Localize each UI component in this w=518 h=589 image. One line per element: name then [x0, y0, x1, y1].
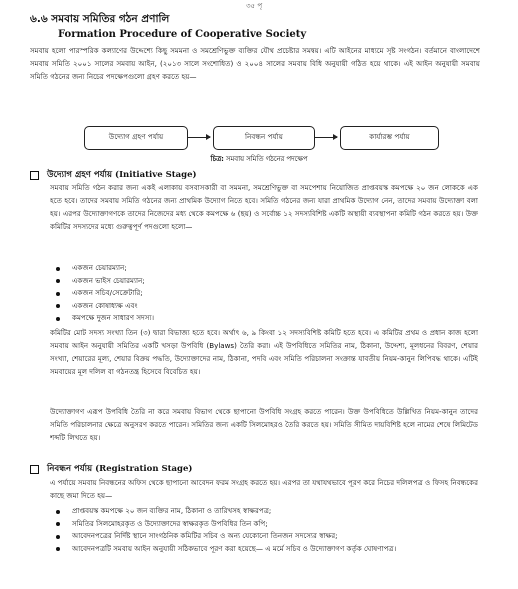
section-title: ৬.৬ সমবায় সমিতির গঠন প্রণালি	[30, 13, 170, 25]
registration-paragraph: এ পর্যায়ে সমবায় নিবন্ধনের অফিস থেকে ছাপানো আবেদন ফরম সংগ্রহ করতে হয়। এরপর তা যথাযথভাবে পূরণ করে নিচের দলিলপত্র ও ফিসহ নিবন্ধকের কাছে জমা দিতে হয়—	[50, 478, 478, 500]
list-item: কমপক্ষে দুজন সাধারণ সদস্য।	[52, 312, 154, 325]
list-item: একজন সচিব/সেক্রেটারি;	[52, 287, 154, 300]
list-item: আবেদনপত্রের নির্দিষ্ট স্থানে সাংগঠনিক কমিটির সচিব ও অন্য যেকোনো তিনজন সদস্যের স্বাক্ষর;	[52, 530, 484, 543]
initiative-heading	[30, 168, 197, 182]
initiative-heading-bn: উদ্যোগ গ্রহণ পর্যায়	[47, 170, 113, 180]
square-bullet-icon	[30, 465, 39, 474]
committee-posts-list	[52, 262, 154, 325]
flow-step-commencement: কার্যারম্ভ পর্যায়	[340, 126, 439, 150]
flow-arrow-2	[315, 137, 337, 138]
list-item: একজন চেয়ারম্যান;	[52, 262, 154, 275]
flow-diagram	[84, 126, 439, 152]
initiative-paragraph-1: সমবায় সমিতি গঠন করার জন্য একই এলাকায় বসবাসকারী বা সমমনা, সমশ্রেণিভুক্ত বা সমপেশায় নিয়োজিত প্রাপ্তবয়স্ক কমপক্ষে ২০ জন লোককে এক হতে হবে। তাদের সমবায় সমিতি গঠনের জন্য প্রাথমিক উদ্যোগ নিতে হবে। সমিতি গঠনের জন্য যারা প্রাথমিক উদ্যোগ নেন, তাদের সমবায় উদ্যোক্তা বলা হয়। এরপর উদ্যোক্তাগণকে তাদের নিজেদের মধ্য থেকে কমপক্ষে ৬ (ছয়) ও সর্বোচ্চ ১২ সদস্যবিশিষ্ট একটি অস্থায়ী ব্যবস্থাপনা কমিটি গঠন করতে হয়। উক্ত কমিটির সদস্যদের মধ্যে গুরুত্বপূর্ণ পদগুলো হলো—	[50, 183, 478, 231]
list-item: একজন কোষাধ্যক্ষ এবং	[52, 300, 154, 313]
flow-step-registration: নিবন্ধন পর্যায়	[213, 126, 315, 150]
list-item: একজন ভাইস চেয়ারম্যান;	[52, 275, 154, 288]
caption-text: সমবায় সমিতি গঠনের পদক্ষেপ	[223, 155, 308, 163]
initiative-paragraph-2: কমিটির মোট সদস্য সংখ্যা তিন (৩) দ্বারা বিভাজ্য হতে হবে। অর্থাৎ ৬, ৯ কিংবা ১২ সদস্যবিশিষ্ট কমিটি হতে হবে। এ কমিটির প্রথম ও প্রধান কাজ হলো সমবায় আইন অনুযায়ী সমিতির একটি খসড়া উপবিধি (Bylaws) তৈরি করা। এই উপবিধিতে সমিতির নাম, ঠিকানা, উদ্দেশ্য, মূলধনের বিবরণ, শেয়ার সংখ্যা, শেয়ারের মূল্য, শেয়ার বিক্রয় পদ্ধতি, উদ্যোক্তাদের নাম, ঠিকানা, পদবি এবং সমিতি পরিচালনা সংক্রান্ত যাবতীয় নিয়ম-কানুন লিপিবদ্ধ থাকে। এটিই সমবায়ের মূল দলিল বা গঠনতন্ত্র হিসেবে বিবেচিত হয়।	[50, 328, 478, 376]
caption-prefix: চিত্র:	[210, 155, 224, 163]
section-subtitle: Formation Procedure of Cooperative Society	[58, 29, 307, 40]
registration-heading-bn: নিবন্ধন পর্যায়	[47, 464, 93, 474]
initiative-heading-en: (Initiative Stage)	[115, 170, 197, 180]
list-item: সমিতির সিলমোহরকৃত ও উদ্যোক্তাদের স্বাক্ষরকৃত উপবিধির তিন কপি;	[52, 518, 484, 531]
initiative-paragraph-3: উদ্যোক্তাগণ এরূপ উপবিধি তৈরি না করে সমবায় বিভাগ থেকে ছাপানো উপবিধি সংগ্রহ করতে পারেন। উক্ত উপবিধিতে উল্লিখিত নিয়ম-কানুন তাদের সমিতি পরিচালনার ক্ষেত্রে অনুসরণ করতে পারেন। সমিতির জন্য একটি সিলমোহরও তৈরি করতে হয়। সমিতি সীমিত দায়বিশিষ্ট হলে নামের শেষে লিমিটেড শব্দটি লিখতে হয়।	[50, 407, 478, 442]
flow-step-initiative: উদ্যোগ গ্রহণ পর্যায়	[84, 126, 188, 150]
list-item: আবেদনপত্রটি সমবায় আইন অনুযায়ী সঠিকভাবে পূরণ করা হয়েছে— এ মর্মে সচিব ও উদ্যোক্তাগণ কর্তৃক ঘোষণাপত্র।	[52, 543, 484, 556]
list-item: প্রাপ্তবয়স্ক কমপক্ষে ২০ জন ব্যক্তির নাম, ঠিকানা ও তারিখসহ স্বাক্ষরপত্র;	[52, 505, 484, 518]
flow-arrow-1	[188, 137, 210, 138]
figure-caption	[0, 153, 518, 165]
registration-documents-list	[52, 505, 484, 555]
registration-heading-en: (Registration Stage)	[95, 464, 193, 474]
intro-paragraph: সমবায় হলো পারস্পরিক কল্যাণের উদ্দেশ্যে কিছু সমমনা ও সমশ্রেণিভুক্ত ব্যক্তির যৌথ প্রচেষ্টার সমন্বয়। এটি আইনের মাধ্যমে সৃষ্ট সংগঠন। বর্তমানে বাংলাদেশে সমবায় সমিতি ২০০১ সালের সমবায় আইন, (২০১৩ সালে সংশোধিত) ও ২০০৪ সালের সমবায় বিধি অনুযায়ী গঠিত হয়ে থাকে। এই আইন অনুযায়ী সমবায় সমিতি গঠনের জন্য নিচের পদক্ষেপগুলো গ্রহণ করতে হয়—	[30, 46, 480, 81]
registration-heading	[30, 462, 192, 476]
page-mark: ৩৫ পৃ	[246, 2, 263, 10]
square-bullet-icon	[30, 171, 39, 180]
